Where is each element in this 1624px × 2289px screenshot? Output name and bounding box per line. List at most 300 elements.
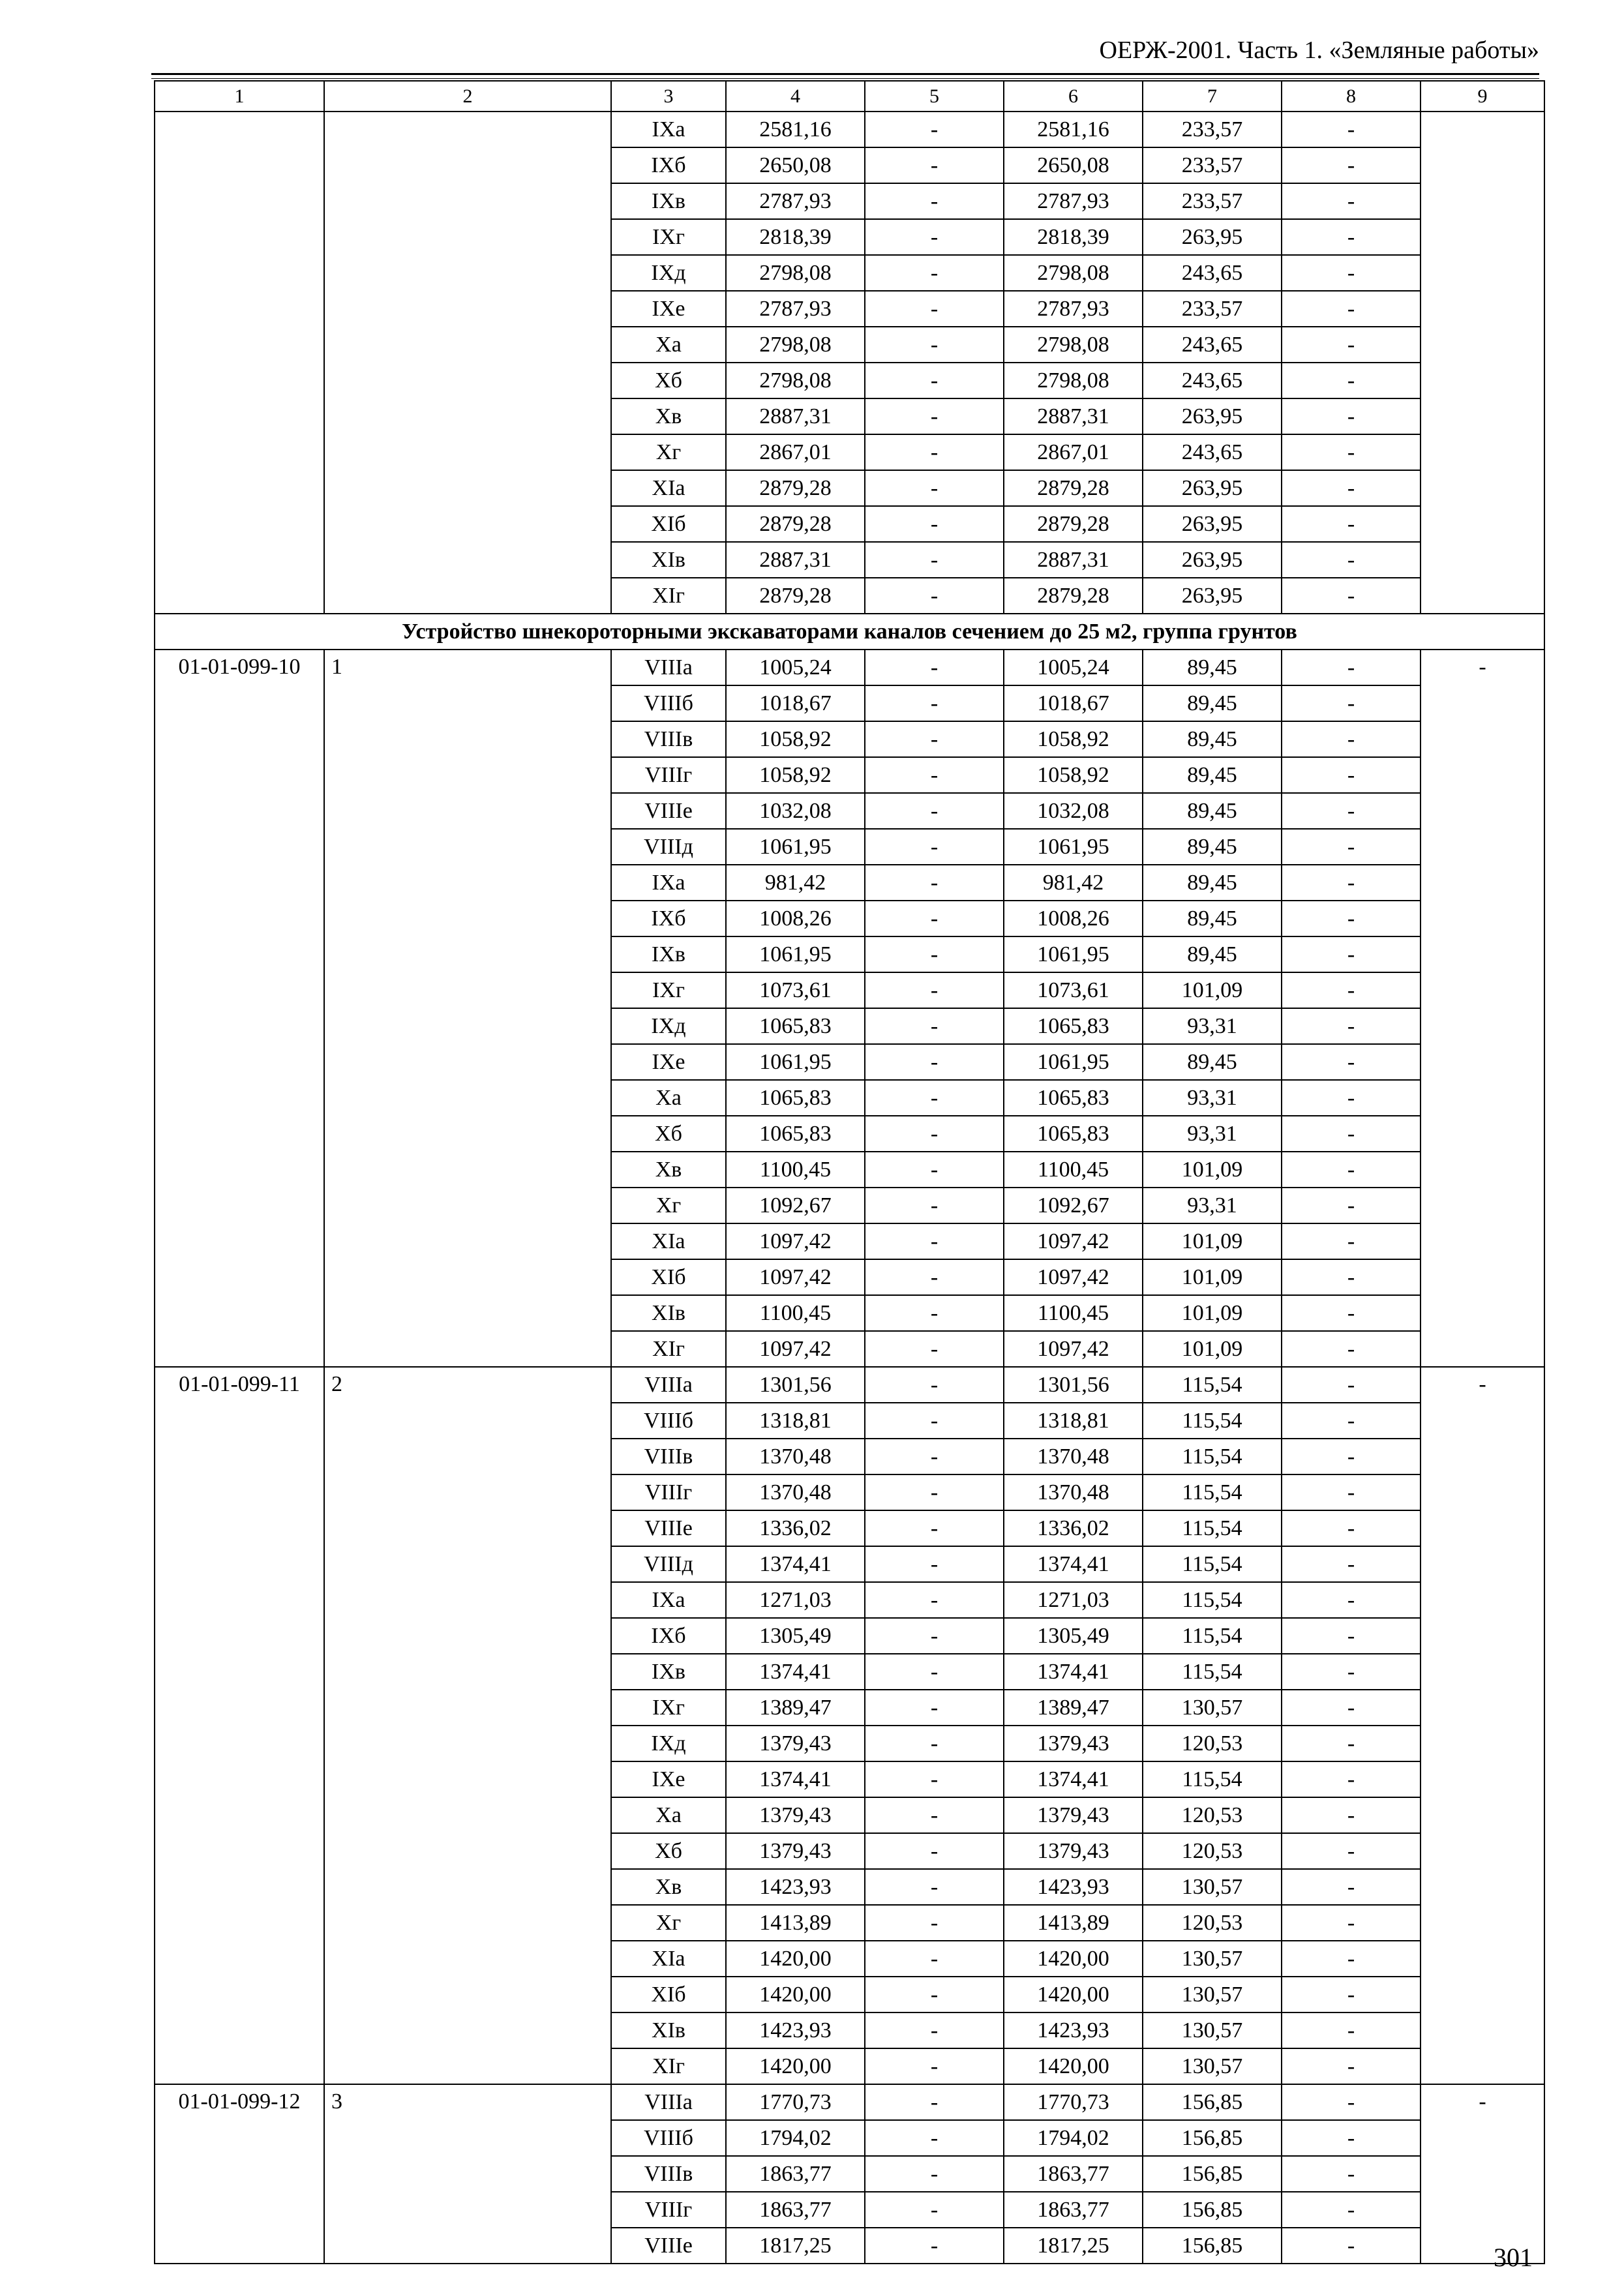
cost-operators-cell: 93,31 [1143,1080,1282,1116]
cost-labor-cell: - [865,1044,1004,1080]
cost-direct-cell: 1271,03 [726,1582,865,1618]
cost-machines-cell: 1863,77 [1004,2156,1143,2192]
cost-materials-cell: - [1282,1690,1421,1726]
table-row [155,112,1544,147]
cost-labor-cell: - [865,327,1004,363]
cost-direct-cell: 1061,95 [726,1044,865,1080]
cost-direct-cell: 1379,43 [726,1797,865,1833]
cost-machines-cell: 1370,48 [1004,1474,1143,1510]
cost-direct-cell: 1420,00 [726,2048,865,2084]
cost-operators-cell: 101,09 [1143,972,1282,1008]
cost-operators-cell: 115,54 [1143,1510,1282,1546]
soil-group-cell: XIг [611,1331,726,1367]
cost-operators-cell: 130,57 [1143,1869,1282,1905]
cost-materials-cell: - [1282,1188,1421,1223]
cost-materials-cell: - [1282,1797,1421,1833]
cost-direct-cell: 1018,67 [726,685,865,721]
cost-machines-cell: 1092,67 [1004,1188,1143,1223]
cost-labor-cell: - [865,147,1004,183]
cost-machines-cell: 1100,45 [1004,1295,1143,1331]
cost-machines-cell: 1318,81 [1004,1403,1143,1439]
cost-labor-cell: - [865,112,1004,147]
cost-labor-cell: - [865,291,1004,327]
cost-operators-cell: 89,45 [1143,685,1282,721]
cost-direct-cell: 1423,93 [726,2012,865,2048]
cost-operators-cell: 89,45 [1143,793,1282,829]
cost-materials-cell: - [1282,1223,1421,1259]
cost-materials-cell: - [1282,1618,1421,1654]
cost-labor-cell: - [865,650,1004,685]
soil-group-cell: XIв [611,2012,726,2048]
cost-labor-cell: - [865,1905,1004,1941]
cost-operators-cell: 89,45 [1143,829,1282,865]
cost-direct-cell: 1374,41 [726,1761,865,1797]
cost-operators-cell: 130,57 [1143,2012,1282,2048]
soil-group-cell: VIIIa [611,2084,726,2120]
cost-machines-cell: 1305,49 [1004,1618,1143,1654]
soil-group-cell: Xв [611,1152,726,1188]
col9-cell: - [1421,650,1544,1367]
cost-operators-cell: 243,65 [1143,327,1282,363]
cost-labor-cell: - [865,1618,1004,1654]
soil-group-cell: Xa [611,1797,726,1833]
soil-group-cell: IXг [611,219,726,255]
cost-materials-cell: - [1282,1833,1421,1869]
soil-group-cell: VIIIa [611,1367,726,1403]
cost-materials-cell: - [1282,793,1421,829]
cost-operators-cell: 263,95 [1143,506,1282,542]
soil-group-cell: VIIIв [611,1439,726,1474]
cost-operators-cell: 130,57 [1143,2048,1282,2084]
rate-code-cell: 01-01-099-11 [155,1367,324,2084]
cost-labor-cell: - [865,936,1004,972]
soil-group-cell: Xв [611,398,726,434]
cost-materials-cell: - [1282,1080,1421,1116]
cost-labor-cell: - [865,1690,1004,1726]
soil-group-cell: IXб [611,147,726,183]
cost-materials-cell: - [1282,1439,1421,1474]
cost-machines-cell: 2887,31 [1004,542,1143,578]
rate-code-cell: 01-01-099-10 [155,650,324,1367]
soil-group-cell: XIб [611,506,726,542]
cost-materials-cell: - [1282,506,1421,542]
column-number: 7 [1143,81,1282,112]
column-number-row [155,81,1544,112]
cost-direct-cell: 981,42 [726,865,865,901]
soil-group-cell: Xa [611,1080,726,1116]
cost-machines-cell: 1379,43 [1004,1726,1143,1761]
cost-materials-cell: - [1282,2156,1421,2192]
position-cell: 3 [324,2084,611,2264]
cost-operators-cell: 263,95 [1143,542,1282,578]
cost-direct-cell: 2650,08 [726,147,865,183]
cost-materials-cell: - [1282,1654,1421,1690]
cost-direct-cell: 1058,92 [726,757,865,793]
cost-labor-cell: - [865,506,1004,542]
cost-direct-cell: 1420,00 [726,1941,865,1977]
cost-direct-cell: 2818,39 [726,219,865,255]
cost-machines-cell: 2818,39 [1004,219,1143,255]
cost-machines-cell: 1058,92 [1004,757,1143,793]
soil-group-cell: IXa [611,112,726,147]
cost-machines-cell: 2650,08 [1004,147,1143,183]
cost-operators-cell: 115,54 [1143,1546,1282,1582]
soil-group-cell: VIIIб [611,1403,726,1439]
cost-materials-cell: - [1282,363,1421,398]
soil-group-cell: IXг [611,1690,726,1726]
cost-machines-cell: 1389,47 [1004,1690,1143,1726]
cost-labor-cell: - [865,2192,1004,2228]
cost-direct-cell: 1301,56 [726,1367,865,1403]
soil-group-cell: Xг [611,1188,726,1223]
cost-labor-cell: - [865,1223,1004,1259]
cost-machines-cell: 1065,83 [1004,1116,1143,1152]
cost-direct-cell: 1794,02 [726,2120,865,2156]
cost-labor-cell: - [865,2048,1004,2084]
cost-labor-cell: - [865,901,1004,936]
cost-materials-cell: - [1282,1869,1421,1905]
cost-materials-cell: - [1282,1905,1421,1941]
cost-materials-cell: - [1282,1474,1421,1510]
cost-direct-cell: 1863,77 [726,2156,865,2192]
cost-labor-cell: - [865,1582,1004,1618]
cost-labor-cell: - [865,1259,1004,1295]
cost-labor-cell: - [865,1152,1004,1188]
column-number: 8 [1282,81,1421,112]
cost-labor-cell: - [865,1439,1004,1474]
cost-machines-cell: 1061,95 [1004,936,1143,972]
col9-cell [1421,112,1544,614]
position-cell [324,112,611,614]
cost-direct-cell: 1770,73 [726,2084,865,2120]
cost-operators-cell: 233,57 [1143,291,1282,327]
cost-direct-cell: 1100,45 [726,1295,865,1331]
cost-materials-cell: - [1282,1941,1421,1977]
cost-operators-cell: 93,31 [1143,1188,1282,1223]
soil-group-cell: IXa [611,1582,726,1618]
cost-operators-cell: 130,57 [1143,1941,1282,1977]
cost-direct-cell: 2798,08 [726,327,865,363]
cost-direct-cell: 1061,95 [726,936,865,972]
soil-group-cell: IXе [611,291,726,327]
cost-operators-cell: 120,53 [1143,1797,1282,1833]
cost-labor-cell: - [865,363,1004,398]
soil-group-cell: VIIIв [611,2156,726,2192]
cost-direct-cell: 1420,00 [726,1977,865,2012]
cost-direct-cell: 1065,83 [726,1008,865,1044]
position-cell: 2 [324,1367,611,2084]
cost-direct-cell: 2798,08 [726,255,865,291]
cost-operators-cell: 115,54 [1143,1618,1282,1654]
soil-group-cell: IXе [611,1044,726,1080]
document-header: ОЕРЖ-2001. Часть 1. «Земляные работы» [1099,37,1539,64]
cost-labor-cell: - [865,1941,1004,1977]
cost-machines-cell: 1061,95 [1004,1044,1143,1080]
table-row [155,2084,1544,2120]
cost-machines-cell: 1065,83 [1004,1008,1143,1044]
cost-direct-cell: 1817,25 [726,2228,865,2264]
cost-machines-cell: 1058,92 [1004,721,1143,757]
cost-labor-cell: - [865,793,1004,829]
cost-operators-cell: 263,95 [1143,578,1282,614]
cost-direct-cell: 2879,28 [726,506,865,542]
cost-labor-cell: - [865,757,1004,793]
cost-materials-cell: - [1282,255,1421,291]
cost-direct-cell: 1389,47 [726,1690,865,1726]
cost-operators-cell: 101,09 [1143,1295,1282,1331]
cost-labor-cell: - [865,1546,1004,1582]
soil-group-cell: VIIIa [611,650,726,685]
cost-direct-cell: 1008,26 [726,901,865,936]
cost-direct-cell: 2787,93 [726,291,865,327]
cost-labor-cell: - [865,721,1004,757]
cost-direct-cell: 1379,43 [726,1833,865,1869]
cost-operators-cell: 89,45 [1143,901,1282,936]
cost-operators-cell: 263,95 [1143,398,1282,434]
cost-direct-cell: 1073,61 [726,972,865,1008]
cost-direct-cell: 1423,93 [726,1869,865,1905]
cost-labor-cell: - [865,1116,1004,1152]
soil-group-cell: XIa [611,1941,726,1977]
cost-direct-cell: 2581,16 [726,112,865,147]
cost-operators-cell: 115,54 [1143,1654,1282,1690]
cost-direct-cell: 2879,28 [726,578,865,614]
cost-labor-cell: - [865,2084,1004,2120]
cost-materials-cell: - [1282,1152,1421,1188]
cost-materials-cell: - [1282,1259,1421,1295]
cost-labor-cell: - [865,398,1004,434]
column-number: 1 [155,81,324,112]
cost-machines-cell: 1379,43 [1004,1833,1143,1869]
cost-labor-cell: - [865,1869,1004,1905]
cost-direct-cell: 2867,01 [726,434,865,470]
cost-operators-cell: 115,54 [1143,1439,1282,1474]
cost-machines-cell: 1817,25 [1004,2228,1143,2264]
cost-materials-cell: - [1282,327,1421,363]
cost-machines-cell: 2798,08 [1004,363,1143,398]
cost-machines-cell: 2787,93 [1004,291,1143,327]
cost-labor-cell: - [865,2012,1004,2048]
cost-operators-cell: 93,31 [1143,1116,1282,1152]
soil-group-cell: Xб [611,1833,726,1869]
cost-materials-cell: - [1282,1295,1421,1331]
cost-machines-cell: 1423,93 [1004,2012,1143,2048]
header-rule [151,73,1539,75]
cost-materials-cell: - [1282,2012,1421,2048]
cost-machines-cell: 1097,42 [1004,1331,1143,1367]
column-number: 5 [865,81,1004,112]
cost-operators-cell: 115,54 [1143,1474,1282,1510]
cost-labor-cell: - [865,972,1004,1008]
col9-cell: - [1421,2084,1544,2264]
cost-operators-cell: 115,54 [1143,1367,1282,1403]
cost-machines-cell: 1005,24 [1004,650,1143,685]
cost-machines-cell: 2879,28 [1004,506,1143,542]
cost-labor-cell: - [865,1188,1004,1223]
soil-group-cell: VIIIе [611,2228,726,2264]
cost-operators-cell: 115,54 [1143,1582,1282,1618]
cost-labor-cell: - [865,1761,1004,1797]
cost-operators-cell: 101,09 [1143,1152,1282,1188]
cost-machines-cell: 2798,08 [1004,327,1143,363]
cost-machines-cell: 1374,41 [1004,1654,1143,1690]
cost-materials-cell: - [1282,1546,1421,1582]
page-number: 301 [1494,2243,1533,2272]
cost-materials-cell: - [1282,936,1421,972]
cost-materials-cell: - [1282,2120,1421,2156]
cost-labor-cell: - [865,1510,1004,1546]
cost-operators-cell: 156,85 [1143,2156,1282,2192]
cost-machines-cell: 1863,77 [1004,2192,1143,2228]
cost-machines-cell: 1336,02 [1004,1510,1143,1546]
rate-code-cell: 01-01-099-12 [155,2084,324,2264]
cost-machines-cell: 1073,61 [1004,972,1143,1008]
column-number: 3 [611,81,726,112]
cost-operators-cell: 115,54 [1143,1761,1282,1797]
cost-materials-cell: - [1282,1367,1421,1403]
soil-group-cell: VIIIд [611,829,726,865]
cost-operators-cell: 156,85 [1143,2084,1282,2120]
header-rule-thin [151,78,1539,79]
cost-materials-cell: - [1282,685,1421,721]
cost-labor-cell: - [865,1797,1004,1833]
cost-operators-cell: 89,45 [1143,1044,1282,1080]
soil-group-cell: IXд [611,1008,726,1044]
cost-labor-cell: - [865,1008,1004,1044]
cost-materials-cell: - [1282,219,1421,255]
soil-group-cell: Xв [611,1869,726,1905]
table-row [155,1367,1544,1403]
cost-materials-cell: - [1282,112,1421,147]
column-number: 4 [726,81,865,112]
table-row [155,650,1544,685]
cost-direct-cell: 1065,83 [726,1080,865,1116]
cost-operators-cell: 243,65 [1143,255,1282,291]
cost-machines-cell: 1413,89 [1004,1905,1143,1941]
cost-direct-cell: 2887,31 [726,398,865,434]
rate-code-cell [155,112,324,614]
cost-operators-cell: 120,53 [1143,1726,1282,1761]
cost-labor-cell: - [865,2228,1004,2264]
cost-materials-cell: - [1282,398,1421,434]
cost-labor-cell: - [865,2120,1004,2156]
cost-labor-cell: - [865,578,1004,614]
cost-direct-cell: 2787,93 [726,183,865,219]
cost-machines-cell: 1420,00 [1004,1941,1143,1977]
cost-machines-cell: 1018,67 [1004,685,1143,721]
cost-labor-cell: - [865,865,1004,901]
cost-direct-cell: 1374,41 [726,1546,865,1582]
cost-machines-cell: 1061,95 [1004,829,1143,865]
cost-materials-cell: - [1282,183,1421,219]
soil-group-cell: IXе [611,1761,726,1797]
cost-materials-cell: - [1282,291,1421,327]
cost-materials-cell: - [1282,470,1421,506]
cost-labor-cell: - [865,1367,1004,1403]
soil-group-cell: IXв [611,183,726,219]
soil-group-cell: VIIIе [611,793,726,829]
cost-direct-cell: 1370,48 [726,1439,865,1474]
cost-materials-cell: - [1282,1582,1421,1618]
soil-group-cell: Xa [611,327,726,363]
cost-labor-cell: - [865,1654,1004,1690]
cost-machines-cell: 1008,26 [1004,901,1143,936]
cost-materials-cell: - [1282,434,1421,470]
cost-labor-cell: - [865,183,1004,219]
soil-group-cell: IXa [611,865,726,901]
cost-machines-cell: 2879,28 [1004,470,1143,506]
cost-machines-cell: 1032,08 [1004,793,1143,829]
cost-direct-cell: 1413,89 [726,1905,865,1941]
cost-direct-cell: 1318,81 [726,1403,865,1439]
cost-machines-cell: 1420,00 [1004,1977,1143,2012]
cost-direct-cell: 1097,42 [726,1259,865,1295]
col9-cell: - [1421,1367,1544,2084]
table-body [155,81,1544,2264]
cost-labor-cell: - [865,1331,1004,1367]
cost-materials-cell: - [1282,829,1421,865]
cost-machines-cell: 1423,93 [1004,1869,1143,1905]
cost-labor-cell: - [865,255,1004,291]
cost-operators-cell: 89,45 [1143,650,1282,685]
cost-materials-cell: - [1282,578,1421,614]
cost-materials-cell: - [1282,1008,1421,1044]
soil-group-cell: XIг [611,578,726,614]
cost-direct-cell: 1097,42 [726,1223,865,1259]
cost-materials-cell: - [1282,1726,1421,1761]
soil-group-cell: XIб [611,1977,726,2012]
cost-materials-cell: - [1282,1510,1421,1546]
cost-machines-cell: 1271,03 [1004,1582,1143,1618]
cost-direct-cell: 1065,83 [726,1116,865,1152]
cost-labor-cell: - [865,2156,1004,2192]
cost-machines-cell: 981,42 [1004,865,1143,901]
cost-materials-cell: - [1282,2084,1421,2120]
cost-labor-cell: - [865,1403,1004,1439]
cost-machines-cell: 2581,16 [1004,112,1143,147]
cost-labor-cell: - [865,1295,1004,1331]
soil-group-cell: VIIIг [611,1474,726,1510]
cost-operators-cell: 233,57 [1143,112,1282,147]
cost-materials-cell: - [1282,865,1421,901]
cost-direct-cell: 1379,43 [726,1726,865,1761]
cost-operators-cell: 101,09 [1143,1331,1282,1367]
cost-materials-cell: - [1282,1977,1421,2012]
section-heading-row [155,614,1544,650]
cost-materials-cell: - [1282,2048,1421,2084]
cost-materials-cell: - [1282,2192,1421,2228]
cost-operators-cell: 130,57 [1143,1690,1282,1726]
cost-machines-cell: 1794,02 [1004,2120,1143,2156]
soil-group-cell: IXг [611,972,726,1008]
rates-table [154,80,1545,2264]
cost-machines-cell: 1097,42 [1004,1223,1143,1259]
cost-direct-cell: 1005,24 [726,650,865,685]
cost-machines-cell: 1379,43 [1004,1797,1143,1833]
cost-operators-cell: 89,45 [1143,721,1282,757]
section-heading: Устройство шнекороторными экскаваторами каналов сечением до 25 м2, группа грунтов [155,614,1544,650]
cost-labor-cell: - [865,1833,1004,1869]
cost-labor-cell: - [865,1977,1004,2012]
cost-direct-cell: 1370,48 [726,1474,865,1510]
cost-machines-cell: 1374,41 [1004,1546,1143,1582]
cost-materials-cell: - [1282,542,1421,578]
soil-group-cell: VIIIб [611,2120,726,2156]
cost-machines-cell: 2867,01 [1004,434,1143,470]
cost-direct-cell: 1100,45 [726,1152,865,1188]
cost-materials-cell: - [1282,972,1421,1008]
cost-operators-cell: 115,54 [1143,1403,1282,1439]
